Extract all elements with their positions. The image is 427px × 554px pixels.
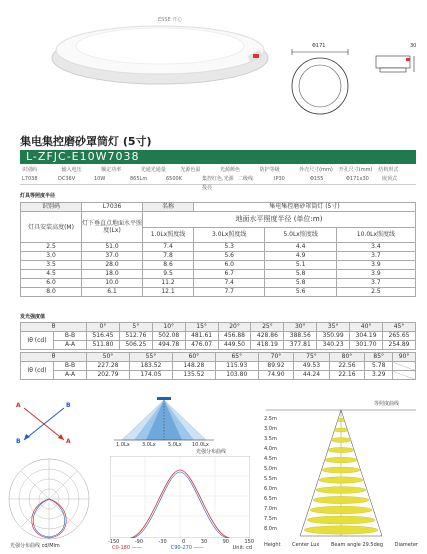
table-cell: 202.79 (87, 371, 130, 380)
spec-header: 光通光通量 (140, 167, 166, 173)
table-cell: 6.0 (194, 261, 265, 270)
spot-scale: 5.0Lx (168, 442, 182, 448)
table-cell: 3.5 (21, 261, 82, 270)
center-label: 灯下垂直点地面水平照度(Lx) (82, 212, 143, 243)
table-cell: 51.0 (82, 243, 143, 252)
theta-label: θ (21, 353, 87, 362)
axis-tick: 150 (244, 539, 254, 545)
table-cell: 148.28 (172, 362, 215, 371)
axis-tick: 0 (182, 539, 186, 545)
table-cell: 481.61 (185, 332, 218, 341)
col-label: 1.0Lx照度线 (143, 227, 194, 243)
table-cell: 449.50 (218, 341, 251, 350)
spec-value: 865Lm (130, 176, 148, 182)
row-label: B-B (54, 362, 87, 371)
angle-header: 80° (329, 353, 364, 362)
col-label: 10.0Lx照度线 (336, 227, 415, 243)
spec-header: 输入电压 (61, 167, 82, 173)
table-cell: 512.76 (119, 332, 152, 341)
table-cell: 418.19 (251, 341, 284, 350)
table-cell: 5.8 (265, 279, 336, 288)
cone-level: 7.5m (264, 516, 277, 522)
curve-title: 光强分布曲线 (196, 449, 227, 455)
dim-height: 30 (410, 43, 417, 49)
spec-value-row (20, 175, 416, 191)
table-cell: 37.0 (82, 252, 143, 261)
spec-header: 开孔尺寸(mm) (338, 167, 373, 173)
table-cell: 10.0 (82, 279, 143, 288)
cone-footer-label: Center Lux (292, 542, 320, 548)
table-cell: 3.29 (365, 371, 393, 380)
legend-item: C90-270 —— (170, 545, 204, 551)
table-cell: 7.7 (194, 288, 265, 297)
table-cell: 388.56 (284, 332, 317, 341)
cone-level: 3.0m (264, 426, 277, 432)
row-label: B-B (54, 332, 87, 341)
intensity-curve-chart (100, 444, 254, 552)
table-cell (393, 371, 416, 380)
table-cell: 12.1 (143, 288, 194, 297)
angle-table-1 (20, 322, 416, 350)
spec-header-row (20, 166, 416, 175)
table-cell: 2.5 (21, 243, 82, 252)
table-row (21, 279, 416, 288)
table-cell: 28.0 (82, 261, 143, 270)
table-row (21, 243, 416, 252)
spec-value: IP30 (274, 176, 285, 182)
angle-header: 75° (294, 353, 329, 362)
dim-diameter: Φ171 (312, 43, 326, 49)
table-cell: 4.5 (21, 270, 82, 279)
table-cell: 5.8 (265, 270, 336, 279)
angle-header: 5° (119, 323, 152, 332)
table-cell: 103.80 (215, 371, 258, 380)
spec-value: Φ171x30 (346, 176, 369, 182)
table-cell: 506.25 (119, 341, 152, 350)
cone-footer-label: Height (264, 542, 281, 548)
table-cell: 7.8 (143, 252, 194, 261)
table-cell: 502.08 (152, 332, 185, 341)
table-row (21, 288, 416, 297)
code-label: 识别码 (21, 203, 82, 212)
table-cell: 3.0 (21, 252, 82, 261)
axis-tick: -90 (134, 539, 143, 545)
table-cell: 135.52 (172, 371, 215, 380)
spec-value: 二级线 (238, 176, 254, 182)
table-cell: 7.4 (143, 243, 194, 252)
lamp-brand: ESSE 开心 (158, 17, 183, 23)
table-cell: 6.0 (21, 279, 82, 288)
cone-level: 6.0m (264, 486, 277, 492)
illum-table (20, 202, 416, 297)
axis-tick: 90 (222, 539, 229, 545)
cone-footer (264, 542, 418, 548)
cone-level: 3.5m (264, 436, 277, 442)
b-label: B (16, 438, 21, 445)
a-label: A (16, 402, 21, 409)
spec-header: 结构形式 (378, 167, 399, 173)
spec-header: 防护等级 (259, 167, 280, 173)
col-label: 3.0Lx照度线 (194, 227, 265, 243)
table-cell: 301.70 (350, 341, 383, 350)
table-cell: 5.1 (265, 261, 336, 270)
lamp-photo (48, 6, 278, 86)
table-cell: 8.6 (143, 261, 194, 270)
table-cell (393, 362, 416, 371)
table-cell: 516.45 (87, 332, 120, 341)
angle-header: 85° (365, 353, 393, 362)
cone-level: 8.0m (264, 526, 277, 532)
angle-header: 10° (152, 323, 185, 332)
table-cell: 174.05 (129, 371, 172, 380)
spec-value: L7038 (22, 176, 38, 182)
table-cell: 49.53 (294, 362, 329, 371)
spec-header: 光源颜色 (219, 167, 240, 173)
row-label: A-A (54, 341, 87, 350)
angle-header: 40° (350, 323, 383, 332)
table-cell: 22.56 (329, 362, 364, 371)
table-cell: 476.07 (185, 341, 218, 350)
table-cell: 350.99 (317, 332, 350, 341)
polar-chart (6, 456, 92, 550)
table-row (21, 371, 416, 380)
angle-header: 25° (251, 323, 284, 332)
angle-header: 30° (284, 323, 317, 332)
table-cell: 44.24 (294, 371, 329, 380)
curve-legend (112, 545, 252, 551)
table-row (21, 341, 416, 350)
table-cell: 265.65 (383, 332, 416, 341)
table-cell: 3.7 (336, 252, 415, 261)
table-cell: 494.78 (152, 341, 185, 350)
code-value: L7036 (82, 203, 143, 212)
cone-level: 7.0m (264, 506, 277, 512)
spec-header: 额定功率 (101, 167, 122, 173)
cone-footer-label: Beam angle 29.5deg (330, 542, 384, 548)
table-cell: 5.3 (194, 243, 265, 252)
row-label: A-A (54, 371, 87, 380)
legend-item: Unit: cd (232, 545, 252, 551)
axis-tick: -30 (158, 539, 167, 545)
table-cell: 89.92 (258, 362, 293, 371)
table-cell: 428.86 (251, 332, 284, 341)
spec-header: 外壳尺寸(mm) (299, 167, 333, 173)
angle-header: 35° (317, 323, 350, 332)
table-cell: 3.9 (336, 261, 415, 270)
spec-value: DC36V (58, 176, 76, 182)
angle-header: 90° (393, 353, 416, 362)
legend-item: C0-180 —— (112, 545, 142, 551)
angle-header: 45° (383, 323, 416, 332)
angle-header: 60° (172, 353, 215, 362)
table-row (21, 270, 416, 279)
spec-value: 10W (94, 176, 106, 182)
unit-label: Iθ (cd) (21, 362, 54, 380)
height-label: 灯具安装高度(M) (21, 212, 82, 243)
cone-height-labels (264, 416, 278, 536)
model-bar: L-ZFJC-E10W7038 (20, 150, 416, 164)
table-cell: 227.28 (87, 362, 130, 371)
table-cell: 22.16 (329, 371, 364, 380)
angle-header: 50° (87, 353, 130, 362)
angle-header: 15° (185, 323, 218, 332)
table-cell: 18.0 (82, 270, 143, 279)
axis-tick: -150 (108, 539, 120, 545)
table-cell: 511.80 (87, 341, 120, 350)
table-cell: 2.5 (336, 288, 415, 297)
table-cell: 3.7 (336, 279, 415, 288)
table-cell: 377.81 (284, 341, 317, 350)
dimension-drawing (284, 43, 420, 130)
table-cell: 5.6 (265, 288, 336, 297)
col-label: 5.0Lx照度线 (265, 227, 336, 243)
table-cell: 5.78 (365, 362, 393, 371)
table-row (21, 252, 416, 261)
cone-footer-label: Diameter (394, 542, 418, 548)
table-cell: 6.1 (82, 288, 143, 297)
table-cell: 3.4 (336, 243, 415, 252)
spec-header: 光源色温 (180, 167, 201, 173)
table-cell: 9.5 (143, 270, 194, 279)
spec-table (20, 166, 416, 191)
table-cell: 340.23 (317, 341, 350, 350)
cone-level: 5.0m (264, 466, 277, 472)
unit-label: Iθ (cd) (21, 332, 54, 350)
theta-label: θ (21, 323, 87, 332)
table-cell: 4.9 (265, 252, 336, 261)
cone-title: 等照度曲线 (374, 401, 400, 407)
table-cell: 304.19 (350, 332, 383, 341)
table-cell: 4.4 (265, 243, 336, 252)
angle-table-2 (20, 352, 416, 380)
table-cell: 115.93 (215, 362, 258, 371)
table-cell: 11.2 (143, 279, 194, 288)
spot-scale: 1.0Lx (116, 442, 130, 448)
product-title: 集电集控磨砂罩筒灯 (5寸) (20, 135, 152, 148)
a-label: A (66, 438, 71, 445)
table-cell: 3.9 (336, 270, 415, 279)
cone-level: 5.5m (264, 476, 277, 482)
radius-label: 地面水平照度半径 (单位:m) (143, 212, 416, 228)
table-cell: 456.88 (218, 332, 251, 341)
table-cell: 183.52 (129, 362, 172, 371)
light-section-title: 发光强度值 (20, 314, 46, 320)
name-value: 集电集控磨砂罩筒灯 (5寸) (194, 203, 416, 212)
name-label: 名称 (143, 203, 194, 212)
table-row (21, 261, 416, 270)
b-label: B (66, 402, 71, 409)
table-cell: 8.0 (21, 288, 82, 297)
spec-value: 嵌顶式 (382, 176, 398, 182)
table-row (21, 362, 416, 371)
table-cell: 254.89 (383, 341, 416, 350)
cone-chart (262, 396, 420, 552)
table-cell: 74.90 (258, 371, 293, 380)
angle-header: 55° (129, 353, 172, 362)
angle-header: 70° (258, 353, 293, 362)
table-cell: 5.6 (194, 252, 265, 261)
axis-tick: 30 (200, 539, 208, 545)
illum-section-title: 灯具等照度半径 (20, 193, 56, 199)
table-cell: 7.4 (194, 279, 265, 288)
spec-value: 集控红色,光源投亮 (202, 176, 234, 191)
cone-level: 4.5m (264, 456, 277, 462)
spot-scale: 3.0Lx (142, 442, 156, 448)
table-row (21, 332, 416, 341)
angle-header: 65° (215, 353, 258, 362)
polar-caption: 光强分布曲线 cd/Mlm (10, 543, 60, 549)
cone-level: 4.0m (264, 446, 277, 452)
spec-header: 识别码 (22, 167, 38, 173)
spot-scale: 10.0Lx (192, 442, 209, 448)
ab-diagram (14, 400, 74, 448)
angle-header: 0° (87, 323, 120, 332)
spec-value: Φ155 (310, 176, 324, 182)
cone-level: 2.5m (264, 416, 277, 422)
spec-value: 6500K (166, 176, 183, 182)
table-cell: 6.7 (194, 270, 265, 279)
cone-level: 6.5m (264, 496, 277, 502)
angle-header: 20° (218, 323, 251, 332)
